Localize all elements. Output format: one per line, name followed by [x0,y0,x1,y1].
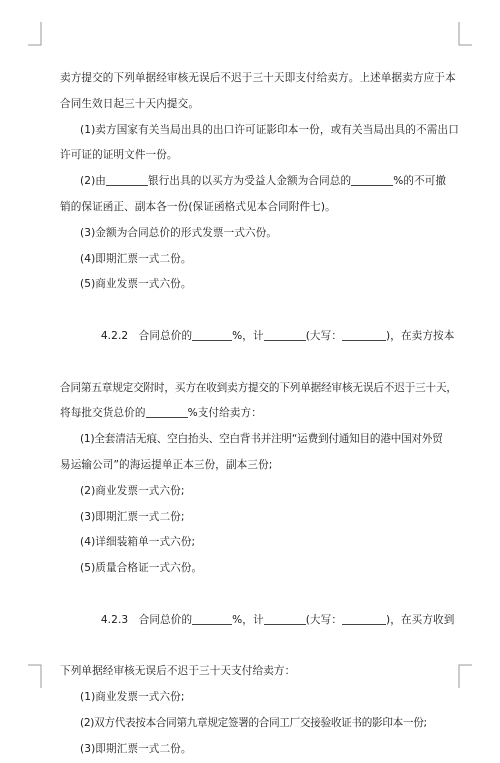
paragraph-line: 合同生效日起三十天内提交。 [60,97,200,110]
paragraph-line: 合同第五章规定交附时，买方在收到卖方提交的下列单据经审核无误后不迟于三十天， [60,381,457,394]
paragraph-line: (2)商业发票一式六份; [80,484,185,497]
paragraph-line: (3)即期汇票一式二份; [80,510,185,523]
text-segment: 4.2.2 合同总价的 [100,329,193,342]
text-segment: (2)由 [80,175,106,188]
section-heading-line [60,298,455,375]
paragraph-line: (1)全套清洁无痕、空白抬头、空白背书并注明“运费到付通知目的港中国对外贸 [80,433,443,446]
paragraph-line [60,169,450,195]
paragraph-line: 许可证的证明文件一份。 [60,149,178,162]
paragraph-line: 下列单据经审核无误后不迟于三十天支付给卖方： [60,665,296,678]
blank-line [192,329,232,341]
text-segment: %，计 [232,613,264,626]
paragraph-line: (5)商业发票一式六份。 [80,278,192,291]
crop-mark-bottom-left [28,664,42,688]
text-segment: (大写： [305,329,343,342]
blank-line [342,613,386,625]
text-segment: 银行出具的以买方为受益人金额为合同总的 [148,175,352,188]
text-segment: %支付给卖方： [187,407,262,420]
paragraph-line: (5)质量合格证一式六份。 [80,562,203,575]
crop-mark-bottom-right [458,664,472,688]
paragraph-line: (3)即期汇票一式二份。 [80,742,192,755]
paragraph-line: 卖方提交的下列单据经审核无误后不迟于三十天即支付给卖方。上述单据卖方应于本 [60,72,456,84]
section-heading-line [60,582,455,659]
paragraph-line: (1)商业发票一式六份; [80,691,185,704]
paragraph-line: 易运输公司”的海运提单正本三份，副本三份; [60,458,273,471]
crop-mark-top-left [28,22,42,46]
text-segment: )，在买方收到 [386,613,455,626]
document-body [60,66,459,763]
paragraph-line [60,401,450,427]
text-segment: (大写： [305,613,343,626]
blank-line [351,174,393,186]
paragraph-line: 销的保证函正、副本各一份(保证函格式见本合同附件七)。 [60,200,336,213]
blank-line [192,613,232,625]
text-segment: 将每批交货总价的 [60,407,146,420]
text-segment: %，计 [232,329,264,342]
text-segment: )，在卖方按本 [386,329,455,342]
paragraph-line: (4)详细装箱单一式六份; [80,536,196,549]
paragraph-line: (2)双方代表按本合同第九章规定签署的合同工厂交接验收证书的影印本一份; [80,716,427,729]
paragraph-line: (3)金额为合同总价的形式发票一式六份。 [80,226,278,239]
blank-line [264,613,306,625]
paragraph-line: (4)即期汇票一式二份。 [80,252,192,265]
crop-mark-top-right [458,22,472,46]
blank-line [146,406,188,418]
text-segment: %的不可撤 [393,175,447,188]
blank-line [264,329,306,341]
text-segment: 4.2.3 合同总价的 [100,613,193,626]
paragraph-line: (1)卖方国家有关当局出具的出口许可证影印本一份，或有关当局出具的不需出口 [80,123,459,136]
blank-line [342,329,386,341]
blank-line [106,174,148,186]
